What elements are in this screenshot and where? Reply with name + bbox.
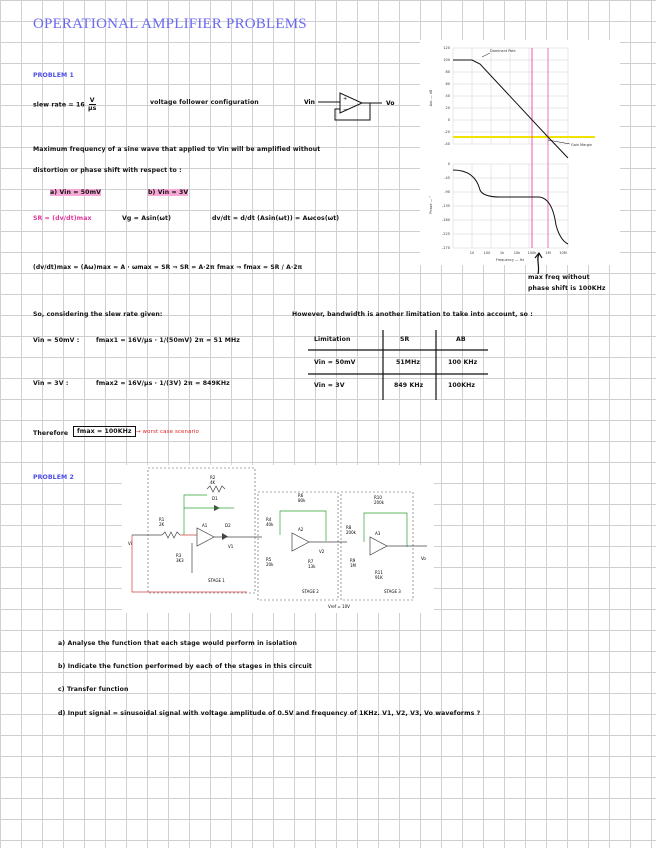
question-c: c) Transfer function (58, 686, 129, 693)
r1-value: 2K (159, 522, 165, 527)
question-b: b) Indicate the function performed by each of the stages in this circuit (58, 663, 312, 670)
phase-tick: -225 (442, 232, 450, 236)
gain-tick: -20 (444, 130, 450, 134)
phase-tick: 0 (447, 162, 450, 166)
bode-y-bottom-label: Phase — ° (429, 196, 433, 214)
dominant-pole-label: Dominant Pole (490, 49, 516, 53)
dominant-pole-pointer (482, 53, 490, 57)
r9-label: R9 (350, 558, 356, 563)
bandwidth-note: However, bandwidth is another limitation to take into account, so : (292, 311, 533, 318)
bode-gain-ticks (443, 46, 450, 146)
table-cell-r2c2: 849 KHz (394, 382, 424, 389)
circuit-vi: Vi (128, 541, 132, 546)
r7-value: 13k (308, 564, 316, 569)
a2-label: A2 (298, 527, 304, 532)
r5-value: 20k (266, 562, 274, 567)
case-a: a) Vin = 50mV (50, 189, 102, 196)
gain-margin-pointer (548, 140, 570, 144)
v2-label: V2 (319, 549, 325, 554)
freq-tick: 10k (513, 251, 521, 255)
vref-label: Vref = 10V (328, 604, 350, 609)
a1-opamp (197, 528, 214, 546)
question-d: d) Input signal = sinusoidal signal with voltage amplitude of 0.5V and frequency of 1KHz. V1, V2, V3, Vo waveforms ? (58, 710, 481, 717)
gain-tick: 0 (447, 118, 450, 122)
bode-y-top-label: AoL — dB (429, 89, 433, 107)
calc-b: fmax2 = 16V/μs · 1/(3V) 2π = 849KHz (96, 380, 230, 387)
a1-label: A1 (202, 523, 208, 528)
page-title: OPERATIONAL AMPLIFIER PROBLEMS (33, 16, 307, 32)
r2-resistor (207, 486, 225, 492)
gain-tick: 100 (443, 58, 450, 62)
table-header-limitation: Limitation (314, 336, 351, 343)
table-cell-r2c3: 100KHz (448, 382, 476, 389)
bode-phase-ticks (442, 162, 450, 250)
r1-resistor (162, 532, 180, 538)
phase-tick: -270 (442, 246, 450, 250)
voltage-follower-sketch (300, 90, 415, 128)
slew-rate-line (33, 97, 97, 112)
derivative: dv/dt = d/dt (Asin(ωt)) = Aωcos(ωt) (212, 215, 340, 222)
stage2-label: STAGE 2 (302, 589, 319, 594)
gain-tick: 80 (445, 70, 450, 74)
r2-wire (184, 495, 207, 535)
slew-rate-label: slew rate = 16 (33, 101, 85, 109)
freq-tick: 10 (469, 251, 475, 255)
freq-tick: 100 (483, 251, 491, 255)
question-a: a) Analyse the function that each stage would perform in isolation (58, 640, 298, 647)
max-derivation: (dv/dt)max = (Aω)max = A · ωmax = SR ⇒ SR = A·2π fmax ⇒ fmax = SR / A·2π (33, 264, 303, 271)
therefore-label: Therefore (33, 430, 69, 437)
follower-minus: − (343, 107, 348, 113)
bode-freq-ticks (470, 251, 567, 255)
graph-note-arrow (526, 252, 550, 276)
phase-tick: -90 (444, 190, 450, 194)
calc-a: fmax1 = 16V/μs · 1/(50mV) 2π = 51 MHz (96, 337, 240, 344)
table-cell-r1c1: Vin = 50mV (314, 359, 356, 366)
r3-label: R3 (176, 553, 182, 558)
r10-value: 200k (374, 500, 384, 505)
phase-tick: -45 (444, 176, 450, 180)
question-line-2: distortion or phase shift with respect to : (33, 167, 182, 174)
stage3-label: STAGE 3 (384, 589, 401, 594)
v1-label: V1 (228, 544, 234, 549)
table-header-ab: AB (456, 336, 466, 343)
gain-margin-label: Gain Margin (571, 143, 593, 147)
problem1-heading: PROBLEM 1 (33, 72, 74, 79)
a3-opamp (370, 537, 387, 555)
r10-label: R10 (374, 495, 382, 500)
r5-label: R5 (266, 557, 272, 562)
bode-svg (420, 40, 620, 265)
worst-case-note: → worst case scenario (136, 429, 200, 435)
gain-tick: -40 (444, 142, 450, 146)
r8-label: R8 (346, 525, 352, 530)
phase-tick: -180 (442, 218, 450, 222)
r6-feedback-wire (280, 511, 326, 541)
r4-label: R4 (266, 517, 272, 522)
r6-label: R6 (298, 493, 304, 498)
table-header-sr: SR (400, 336, 410, 343)
d1-label: D1 (212, 496, 218, 501)
question-line-1: Maximum frequency of a sine wave that applied to Vin will be amplified without (33, 146, 321, 153)
a3-label: A3 (375, 531, 381, 536)
r4-value: 40k (266, 522, 274, 527)
problem2-heading: PROBLEM 2 (33, 474, 74, 481)
result-box: fmax = 100KHz (73, 426, 136, 437)
config-label: voltage follower configuration (150, 99, 259, 106)
gain-tick: 60 (445, 82, 450, 86)
graph-note-line-2: phase shift is 100KHz (528, 285, 606, 292)
r2-label: R2 (210, 475, 216, 480)
sr-definition: SR = (dv/dt)max (33, 215, 92, 222)
circuit-diagram (122, 465, 434, 613)
r9-value: 1M (350, 563, 356, 568)
r3-value: 3K3 (176, 558, 184, 563)
calc-b-label: Vin = 3V : (33, 380, 69, 387)
vg-definition: Vg = Asin(ωt) (122, 215, 171, 222)
vo-label: Vo (421, 556, 426, 561)
freq-tick: 1M (545, 251, 551, 255)
follower-plus: + (343, 96, 348, 102)
stage2-box (258, 492, 338, 600)
freq-tick: 1k (499, 251, 505, 255)
bode-phase-curve (453, 170, 568, 244)
table-cell-r2c1: Vin = 3V (314, 382, 345, 389)
gain-tick: 20 (445, 106, 450, 110)
a2-opamp (292, 533, 309, 551)
r11-label: R11 (375, 570, 383, 575)
slew-rate-unit (88, 97, 96, 112)
calc-a-label: Vin = 50mV : (33, 337, 80, 344)
slew-rate-unit-den: μs (88, 105, 97, 112)
table-cell-r1c2: 51MHz (396, 359, 421, 366)
d2-diode (222, 533, 228, 540)
r8-value: 200k (346, 530, 356, 535)
bode-gain-grid (453, 48, 568, 144)
r11-value: 91K (375, 575, 383, 580)
follower-vo-label: Vo (386, 100, 395, 107)
freq-tick: 100k (527, 251, 537, 255)
case-b: b) Vin = 3V (148, 189, 189, 196)
follower-vin-label: Vin (304, 99, 315, 106)
r2-value: 4K (210, 480, 216, 485)
considering-line: So, considering the slew rate given: (33, 311, 163, 318)
table-cell-r1c3: 100 KHz (448, 359, 478, 366)
bode-gain-curve (453, 60, 568, 158)
r1-label: R1 (159, 517, 165, 522)
slew-rate-unit-num: V (89, 97, 95, 104)
bode-x-label: Frequency — Hz (495, 258, 525, 262)
d2-label: D2 (225, 523, 231, 528)
graph-note-line-1: max freq without (528, 274, 590, 281)
r7-label: R7 (308, 559, 314, 564)
stage1-label: STAGE 1 (208, 578, 225, 583)
r6-value: 80k (298, 498, 306, 503)
phase-tick: -135 (442, 204, 450, 208)
freq-tick: 10M (559, 251, 567, 255)
gain-tick: 40 (445, 94, 450, 98)
r10-feedback-wire (364, 513, 407, 547)
bode-plot (420, 40, 620, 265)
circuit-svg (122, 465, 434, 613)
gain-tick: 120 (443, 46, 450, 50)
